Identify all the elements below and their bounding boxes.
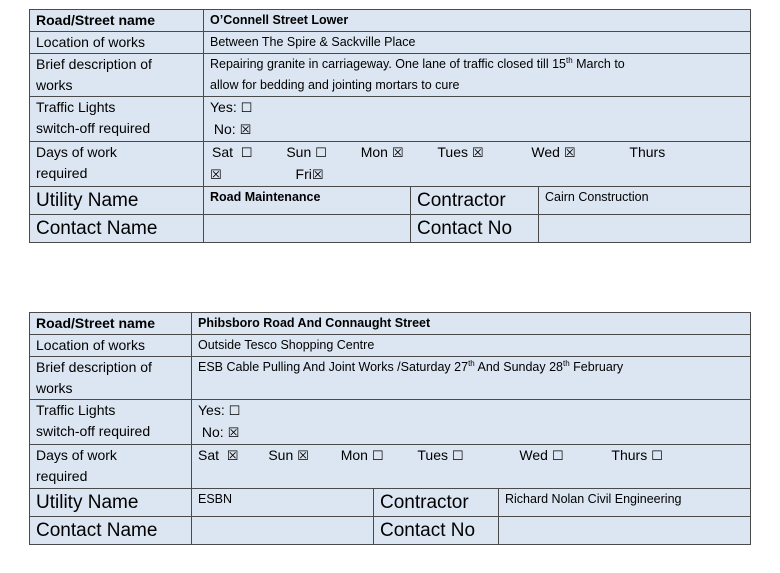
brief-description-label: Brief description of works bbox=[30, 357, 192, 400]
utility-label: Utility Name bbox=[30, 489, 192, 517]
contact-name-value bbox=[204, 215, 411, 243]
contact-no-label: Contact No bbox=[374, 517, 499, 545]
day-mon-checkbox[interactable]: ☒ bbox=[391, 146, 404, 161]
day-wed-checkbox[interactable]: ☒ bbox=[563, 146, 576, 161]
contact-name-label: Contact Name bbox=[30, 215, 204, 243]
contractor-label: Contractor bbox=[374, 489, 499, 517]
day-thurs-checkbox[interactable]: ☐ bbox=[651, 449, 663, 464]
contractor-value: Richard Nolan Civil Engineering bbox=[499, 489, 751, 517]
day-sat-checkbox[interactable]: ☒ bbox=[226, 449, 239, 464]
day-mon-checkbox[interactable]: ☐ bbox=[371, 449, 384, 464]
utility-label: Utility Name bbox=[30, 187, 204, 215]
traffic-lights-value: Yes: ☐ No: ☒ bbox=[192, 400, 751, 445]
day-thurs-checkbox[interactable]: ☒ bbox=[210, 168, 222, 183]
lights-yes-checkbox[interactable]: ☐ bbox=[240, 101, 253, 116]
utility-value: Road Maintenance bbox=[204, 187, 411, 215]
contact-no-value bbox=[499, 517, 751, 545]
lights-no-checkbox[interactable]: ☒ bbox=[239, 123, 252, 138]
day-sat-checkbox[interactable]: ☐ bbox=[240, 146, 253, 161]
location-value: Between The Spire & Sackville Place bbox=[204, 32, 751, 54]
lights-no-checkbox[interactable]: ☒ bbox=[227, 426, 240, 441]
days-label: Days of work required bbox=[30, 445, 192, 489]
contractor-value: Cairn Construction bbox=[539, 187, 751, 215]
road-value: O’Connell Street Lower bbox=[204, 10, 751, 32]
utility-value: ESBN bbox=[192, 489, 374, 517]
days-label: Days of work required bbox=[30, 142, 204, 187]
contact-no-label: Contact No bbox=[411, 215, 539, 243]
contact-name-value bbox=[192, 517, 374, 545]
day-sun-checkbox[interactable]: ☒ bbox=[297, 449, 309, 464]
day-tues-checkbox[interactable]: ☒ bbox=[471, 146, 484, 161]
traffic-lights-label: Traffic Lights switch-off required bbox=[30, 97, 204, 142]
location-label: Location of works bbox=[30, 32, 204, 54]
day-wed-checkbox[interactable]: ☐ bbox=[551, 449, 564, 464]
traffic-lights-label: Traffic Lights switch-off required bbox=[30, 400, 192, 445]
road-label: Road/Street name bbox=[30, 10, 204, 32]
contact-no-value bbox=[539, 215, 751, 243]
brief-description-value: Repairing granite in carriageway. One lane of traffic closed till 15th March to allow for bedding and jointing mortars to cure bbox=[204, 54, 751, 97]
days-value: Sat ☒ Sun ☒ Mon ☐ Tues ☐ Wed ☐ Thurs ☐ bbox=[192, 445, 751, 489]
contact-name-label: Contact Name bbox=[30, 517, 192, 545]
contractor-label: Contractor bbox=[411, 187, 539, 215]
location-label: Location of works bbox=[30, 335, 192, 357]
traffic-lights-value: Yes: ☐ No: ☒ bbox=[204, 97, 751, 142]
brief-description-label: Brief description of works bbox=[30, 54, 204, 97]
lights-yes-checkbox[interactable]: ☐ bbox=[228, 404, 241, 419]
day-fri-checkbox[interactable]: ☒ bbox=[311, 168, 324, 183]
works-notice-table-2 bbox=[29, 312, 751, 545]
days-value: Sat ☐ Sun ☐ Mon ☒ Tues ☒ Wed ☒ Thurs ☒ Fri☒ bbox=[204, 142, 751, 187]
day-tues-checkbox[interactable]: ☐ bbox=[451, 449, 464, 464]
location-value: Outside Tesco Shopping Centre bbox=[192, 335, 751, 357]
day-sun-checkbox[interactable]: ☐ bbox=[315, 146, 327, 161]
works-notice-table-1 bbox=[29, 9, 751, 243]
brief-description-value: ESB Cable Pulling And Joint Works /Saturday 27th And Sunday 28th February bbox=[192, 357, 751, 400]
road-label: Road/Street name bbox=[30, 313, 192, 335]
road-value: Phibsboro Road And Connaught Street bbox=[192, 313, 751, 335]
